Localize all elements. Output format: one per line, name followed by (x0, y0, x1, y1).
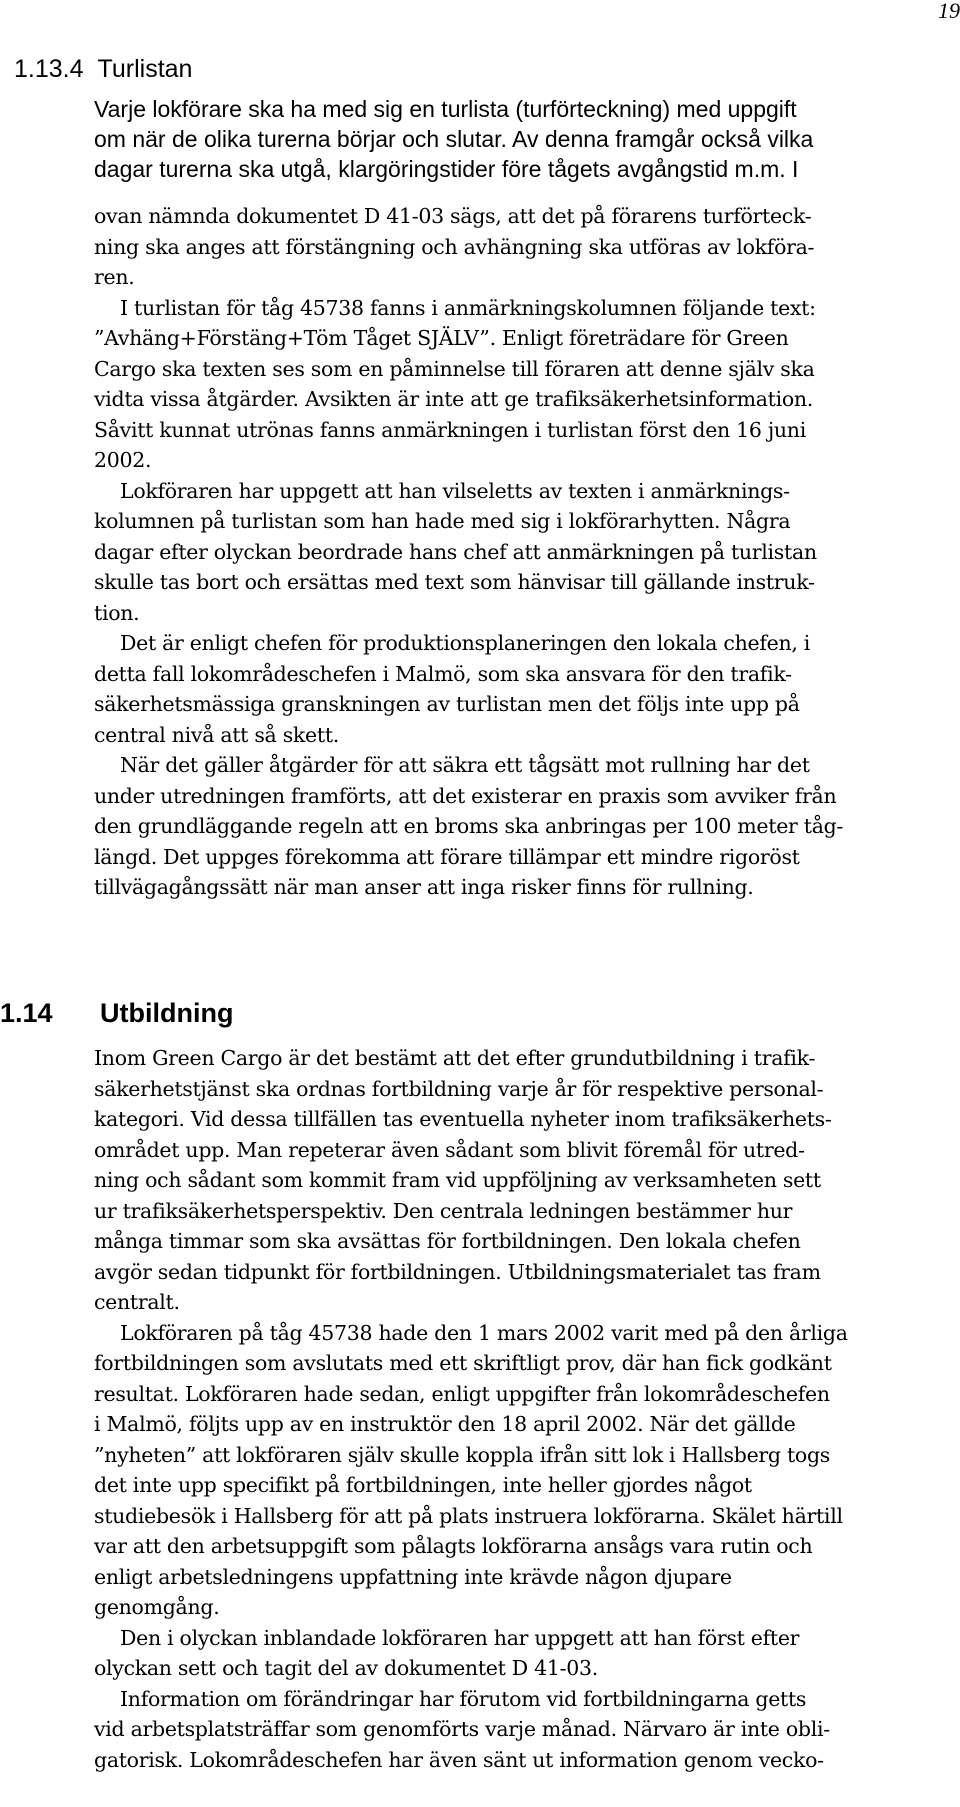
text-line: under utredningen framförts, att det existerar en praxis som avviker från (94, 783, 837, 808)
text-line: i Malmö, följts upp av en instruktör den 18 april 2002. När det gällde (94, 1412, 796, 1436)
section-title: Turlistan (97, 55, 193, 83)
section-number: 1.14 (0, 998, 53, 1028)
page-number: 19 (938, 0, 960, 23)
text-line: detta fall lokområdeschefen i Malmö, som ska ansvara för den trafik- (94, 661, 792, 686)
text-line: ”nyheten” att lokföraren själv skulle koppla ifrån sitt lok i Hallsberg togs (94, 1442, 830, 1467)
text-line: ur trafiksäkerhetsperspektiv. Den centrala ledningen bestämmer hur (94, 1198, 793, 1223)
text-line: var att den arbetsuppgift som pålagts lokförarna ansågs vara rutin och (94, 1534, 813, 1558)
text-line: kolumnen på turlistan som han hade med sig i lokförarhytten. Några (94, 509, 791, 533)
text-line: olyckan sett och tagit del av dokumentet D 41-03. (94, 1656, 598, 1680)
turlistan-body (94, 201, 956, 903)
text-line: dagar efter olyckan beordrade hans chef att anmärkningen på turlistan (94, 539, 817, 564)
text-line: ning ska anges att förstängning och avhängning ska utföras av lokföra- (94, 234, 815, 259)
text-line: ”Avhäng+Förstäng+Töm Tåget SJÄLV”. Enligt företrädare för Green (94, 326, 789, 350)
turlistan-intro (94, 94, 956, 184)
text-line: studiebesök i Hallsberg för att på plats instruera lokförarna. Skälet härtill (94, 1503, 843, 1528)
text-line: I turlistan för tåg 45738 fanns i anmärkningskolumnen följande text: (120, 295, 816, 320)
text-line: enligt arbetsledningens uppfattning inte krävde någon djupare (94, 1564, 732, 1589)
text-line: längd. Det uppges förekomma att förare tillämpar ett mindre rigoröst (94, 844, 800, 869)
text-line: om när de olika turerna börjar och slutar. Av denna framgår också vilka (94, 126, 814, 152)
text-line: Varje lokförare ska ha med sig en turlista (turförteckning) med uppgift (94, 96, 797, 122)
text-line: central nivå att så skett. (94, 722, 339, 747)
text-line: Det är enligt chefen för produktionsplaneringen den lokala chefen, i (120, 631, 811, 655)
text-line: säkerhetsmässiga granskningen av turlistan men det följs inte upp på (94, 692, 800, 716)
text-line: Lokföraren har uppgett att han vilseletts av texten i anmärknings- (120, 478, 790, 503)
text-line: ning och sådant som kommit fram vid uppföljning av verksamheten sett (94, 1168, 821, 1192)
text-line: dagar turerna ska utgå, klargöringstider före tågets avgångstid m.m. I (94, 156, 799, 182)
text-line: kategori. Vid dessa tillfällen tas eventuella nyheter inom trafiksäkerhets- (94, 1107, 832, 1131)
text-line: centralt. (94, 1290, 180, 1314)
section-number: 1.13.4 (14, 55, 84, 83)
text-line: säkerhetstjänst ska ordnas fortbildning varje år för respektive personal- (94, 1076, 824, 1101)
text-line: ovan nämnda dokumentet D 41-03 sägs, att det på förarens turförteck- (94, 204, 812, 228)
utbildning-body (94, 1043, 956, 1775)
text-line: det inte upp specifikt på fortbildningen, inte heller gjordes något (94, 1473, 752, 1497)
text-line: avgör sedan tidpunkt för fortbildningen. Utbildningsmaterialet tas fram (94, 1259, 821, 1284)
text-line: genomgång. (94, 1595, 220, 1619)
text-line: många timmar som ska avsättas för fortbildningen. Den lokala chefen (94, 1229, 801, 1253)
text-line: resultat. Lokföraren hade sedan, enligt uppgifter från lokområdeschefen (94, 1381, 830, 1406)
text-line: ren. (94, 265, 135, 289)
text-line: Såvitt kunnat utrönas fanns anmärkningen i turlistan först den 16 juni (94, 417, 806, 442)
text-line: fortbildningen som avslutats med ett skriftligt prov, där han fick godkänt (94, 1351, 832, 1375)
section-title: Utbildning (100, 998, 234, 1028)
text-line: När det gäller åtgärder för att säkra ett tågsätt mot rullning har det (120, 753, 810, 777)
text-line: området upp. Man repeterar även sådant som blivit föremål för utred- (94, 1137, 805, 1162)
text-line: tion. (94, 600, 140, 625)
text-line: 2002. (94, 448, 152, 472)
text-line: Lokföraren på tåg 45738 hade den 1 mars 2002 varit med på den årliga (120, 1320, 848, 1345)
text-line: Information om förändringar har förutom vid fortbildningarna getts (120, 1686, 807, 1711)
text-line: Inom Green Cargo är det bestämt att det efter grundutbildning i trafik- (94, 1046, 816, 1070)
text-line: skulle tas bort och ersättas med text som hänvisar till gällande instruk- (94, 570, 815, 594)
text-line: tillvägagångssätt när man anser att inga risker finns för rullning. (94, 875, 754, 899)
text-line: gatorisk. Lokområdeschefen har även sänt ut information genom vecko- (94, 1747, 824, 1772)
text-line: den grundläggande regeln att en broms ska anbringas per 100 meter tåg- (94, 814, 844, 838)
section-heading-turlistan (14, 54, 192, 84)
text-line: Den i olyckan inblandade lokföraren har uppgett att han först efter (120, 1625, 800, 1650)
text-line: vid arbetsplatsträffar som genomförts varje månad. Närvaro är inte obli- (94, 1717, 830, 1741)
text-line: Cargo ska texten ses som en påminnelse till föraren att denne själv ska (94, 356, 815, 381)
text-line: vidta vissa åtgärder. Avsikten är inte att ge trafiksäkerhetsinformation. (94, 387, 814, 411)
section-heading-utbildning (0, 997, 233, 1029)
